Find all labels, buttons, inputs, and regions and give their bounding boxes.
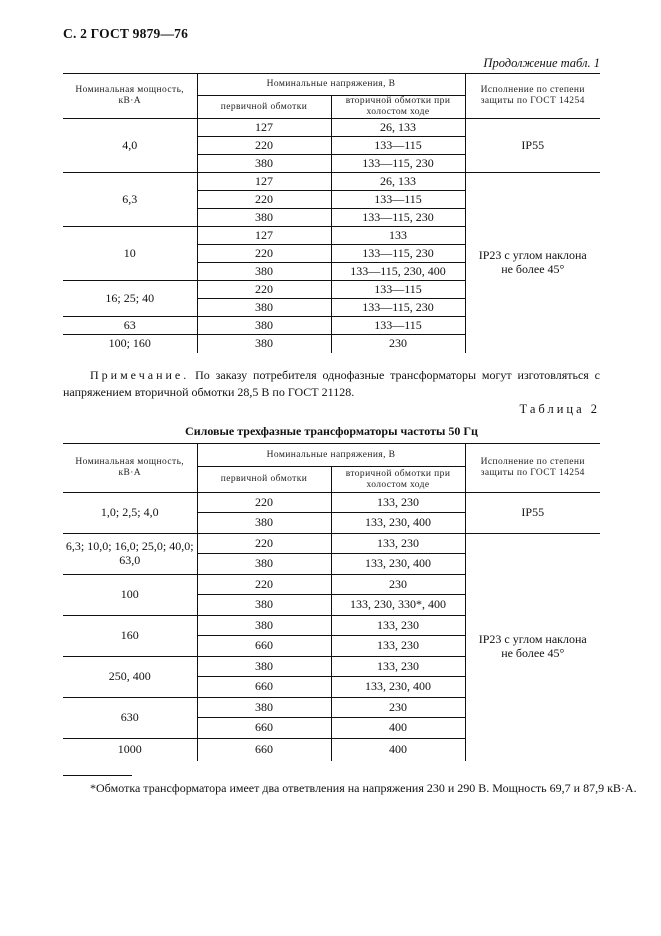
table-1-power-cell: 16; 25; 40	[63, 281, 197, 317]
table-2-primary-cell: 380	[197, 595, 331, 616]
table-1-primary-cell: 220	[197, 245, 331, 263]
table-2-primary-cell: 660	[197, 739, 331, 761]
table-1-secondary-cell: 133—115	[331, 137, 465, 155]
table-2-power-cell: 100	[63, 575, 197, 616]
table-1	[63, 73, 600, 353]
table-1-primary-cell: 380	[197, 335, 331, 353]
table-1-note	[63, 367, 600, 401]
table-2-secondary-cell: 133, 230	[331, 493, 465, 513]
footnote: *Обмотка трансформатора имеет два ответвления на напряжения 230 и 290 В. Мощность 69,7 и 87,9 кВ·А.	[90, 781, 637, 795]
table-1-primary-cell: 380	[197, 263, 331, 281]
table-1-secondary-cell: 133—115	[331, 281, 465, 299]
table-2-secondary-cell: 133, 230	[331, 636, 465, 657]
table-1-power-cell: 10	[63, 227, 197, 281]
table-1-power-cell: 63	[63, 317, 197, 335]
table-2-caption: Силовые трехфазные трансформаторы частоты 50 Гц	[185, 424, 478, 438]
table-1-primary-cell: 380	[197, 155, 331, 173]
table-1-primary-cell: 220	[197, 281, 331, 299]
table-1-protection-cell: IP23 с углом наклона не более 45°	[478, 247, 587, 276]
table-1-secondary-cell: 26, 133	[331, 173, 465, 191]
table-2-secondary-cell: 400	[331, 718, 465, 739]
table-2-power-cell: 1000	[63, 739, 197, 761]
table-2-secondary-cell: 133, 230, 400	[331, 513, 465, 534]
table-1-protection-cell: IP55	[465, 119, 600, 173]
table-1-secondary-cell: 133	[331, 227, 465, 245]
table-2-secondary-cell: 230	[331, 698, 465, 718]
table-2-secondary-cell: 133, 230, 330*, 400	[331, 595, 465, 616]
table-2-secondary-cell: 400	[331, 739, 465, 761]
table-1-header-voltages: Номинальные напряжения, В	[197, 74, 465, 96]
table-2-protection-cell: IP23 с углом наклона не более 45°	[478, 632, 587, 661]
table-2-primary-cell: 380	[197, 554, 331, 575]
table-1-primary-cell: 380	[197, 299, 331, 317]
table-2-primary-cell: 220	[197, 575, 331, 595]
table-2-secondary-cell: 133, 230, 400	[331, 554, 465, 575]
table-1-power-cell: 100; 160	[63, 335, 197, 353]
table-1-secondary-cell: 133—115, 230, 400	[331, 263, 465, 281]
table-2-header-voltages: Номинальные напряжения, В	[197, 444, 465, 467]
table-row	[63, 493, 600, 513]
table-2-primary-cell: 660	[197, 677, 331, 698]
table-2-power-cell: 1,0; 2,5; 4,0	[63, 493, 197, 534]
table-2-label: Таблица 2	[519, 402, 600, 416]
table-2-primary-cell: 380	[197, 616, 331, 636]
table-2-secondary-cell: 133, 230	[331, 616, 465, 636]
table-1-primary-cell: 220	[197, 191, 331, 209]
table-2-header-protection: Исполнение по степени защиты по ГОСТ 14254	[465, 444, 600, 493]
table-row	[63, 173, 600, 191]
table-2-primary-cell: 660	[197, 718, 331, 739]
page-title: С. 2 ГОСТ 9879—76	[63, 26, 189, 41]
table-1-header-protection: Исполнение по степени защиты по ГОСТ 14254	[465, 74, 600, 119]
table-2-secondary-cell: 133, 230	[331, 657, 465, 677]
table-1-primary-cell: 380	[197, 317, 331, 335]
footnote-divider	[63, 775, 132, 776]
table-1-secondary-cell: 230	[331, 335, 465, 353]
table-2-power-cell: 630	[63, 698, 197, 739]
table-continuation-label: Продолжение табл. 1	[483, 56, 600, 70]
table-2-primary-cell: 380	[197, 698, 331, 718]
table-2-primary-cell: 660	[197, 636, 331, 657]
table-2-primary-cell: 380	[197, 513, 331, 534]
table-2-primary-cell: 220	[197, 493, 331, 513]
table-2-header-primary: первичной обмотки	[197, 467, 331, 493]
table-1-power-cell: 6,3	[63, 173, 197, 227]
table-1-secondary-cell: 133—115, 230	[331, 209, 465, 227]
table-2-header-power: Номинальная мощность, кВ·А	[63, 444, 197, 493]
table-1-power-cell: 4,0	[63, 119, 197, 173]
table-2-power-cell: 6,3; 10,0; 16,0; 25,0; 40,0; 63,0	[63, 534, 197, 575]
table-2-secondary-cell: 133, 230, 400	[331, 677, 465, 698]
table-1-header-secondary: вторичной обмотки при холостом ходе	[331, 96, 465, 119]
table-1-secondary-cell: 133—115	[331, 191, 465, 209]
table-1-primary-cell: 127	[197, 227, 331, 245]
table-2	[63, 443, 600, 761]
table-1-secondary-cell: 133—115, 230	[331, 155, 465, 173]
table-2-secondary-cell: 230	[331, 575, 465, 595]
table-1-primary-cell: 220	[197, 137, 331, 155]
table-2-primary-cell: 380	[197, 657, 331, 677]
table-2-header-secondary: вторичной обмотки при холостом ходе	[331, 467, 465, 493]
table-row	[63, 534, 600, 554]
table-2-secondary-cell: 133, 230	[331, 534, 465, 554]
table-2-power-cell: 160	[63, 616, 197, 657]
table-1-secondary-cell: 133—115	[331, 317, 465, 335]
table-2-protection-cell: IP55	[465, 493, 600, 534]
table-1-primary-cell: 127	[197, 119, 331, 137]
table-row	[63, 119, 600, 137]
note-text: По заказу потребителя однофазные трансформаторы могут изготовляться с напряжением вторичной обмотки 28,5 В по ГОСТ 21128.	[63, 368, 600, 399]
table-1-secondary-cell: 133—115, 230	[331, 299, 465, 317]
table-1-header-primary: первичной обмотки	[197, 96, 331, 119]
table-1-header-power: Номинальная мощность, кВ·А	[63, 74, 197, 119]
table-1-primary-cell: 127	[197, 173, 331, 191]
table-1-secondary-cell: 26, 133	[331, 119, 465, 137]
table-1-secondary-cell: 133—115, 230	[331, 245, 465, 263]
table-1-primary-cell: 380	[197, 209, 331, 227]
table-2-primary-cell: 220	[197, 534, 331, 554]
note-label: Примечание.	[90, 368, 190, 382]
table-2-power-cell: 250, 400	[63, 657, 197, 698]
